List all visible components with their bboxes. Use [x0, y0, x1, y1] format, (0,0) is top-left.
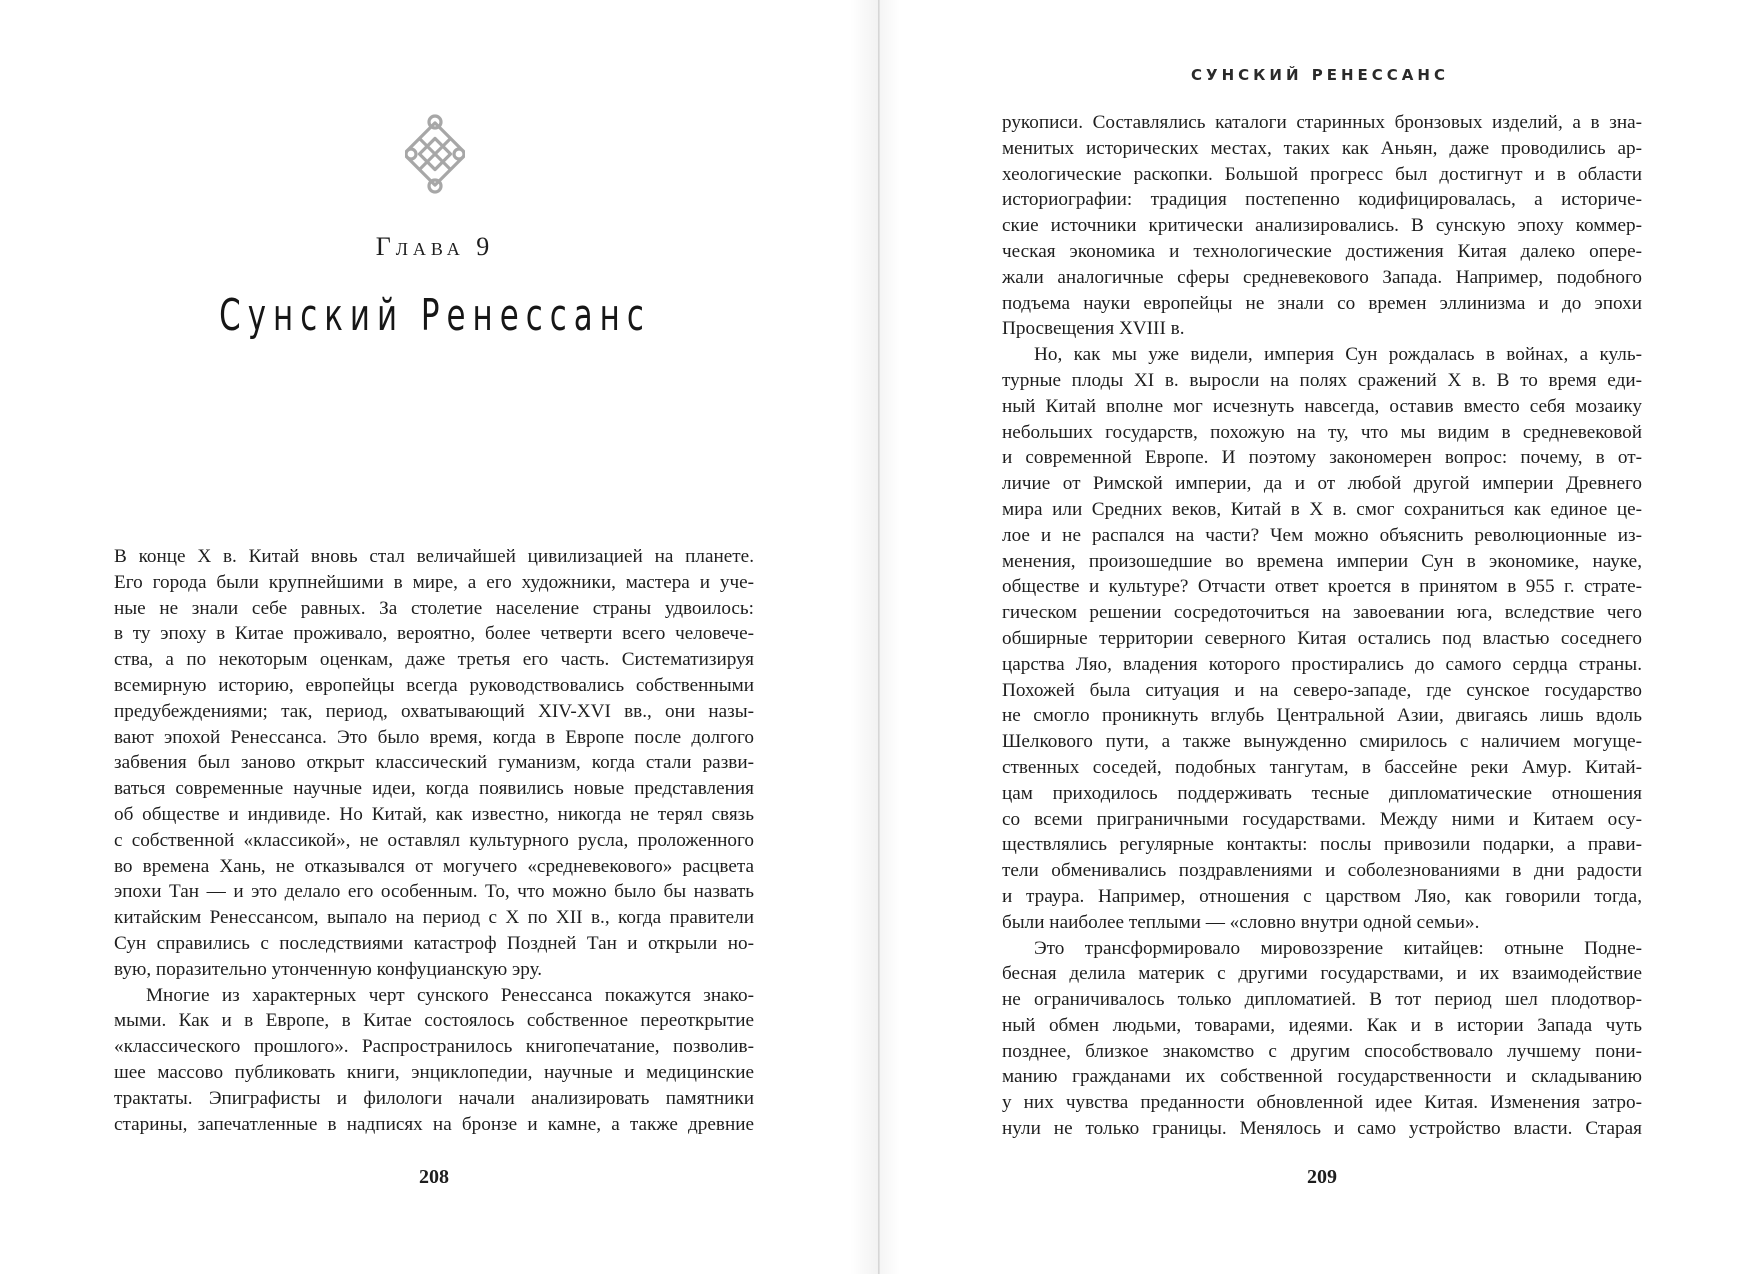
- text-line: мира или Средних веков, Китай в X в. смог сохраниться как единое це-: [1002, 498, 1642, 520]
- text-line: обществе и культуре? Отчасти ответ кроется в принятом в 955 г. страте-: [1002, 576, 1642, 598]
- gutter-shadow-left: [850, 0, 878, 1274]
- text-line: Многие из характерных черт сунского Ренессанса покажутся знако-: [146, 984, 754, 1006]
- endless-knot-icon: [405, 114, 465, 196]
- text-line: об обществе и индивиде. Но Китай, как известно, никогда не терял связь: [114, 803, 754, 825]
- text-line: небольших государств, похожую на ту, что мы видим в средневековой: [1002, 421, 1642, 443]
- text-line: вают эпохой Ренессанса. Это было время, когда в Европе после долгого: [114, 726, 754, 748]
- text-line: ческая экономика и технологические достижения Китая далеко опере-: [1002, 240, 1642, 262]
- text-line: ществлялись регулярные контакты: послы привозили подарки, а прави-: [1002, 834, 1642, 856]
- text-line: турные плоды XI в. выросли на полях сражений X в. В то время еди-: [1002, 369, 1642, 391]
- text-line: гическом решении сосредоточиться на завоевании юга, вследствие чего: [1002, 602, 1642, 624]
- text-line: царства Ляо, владения которого простирались до самого сердца страны.: [1002, 653, 1642, 675]
- text-line: у них чувства преданности обновленной идее Китая. Изменения затро-: [1002, 1092, 1642, 1114]
- text-line: не ограничивалось только дипломатией. В тот период шел плодотвор-: [1002, 989, 1642, 1011]
- text-line: ный обмен людьми, товарами, идеями. Как и в истории Запада чуть: [1002, 1014, 1642, 1036]
- text-line: цам приходилось поддерживать тесные дипломатические отношения: [1002, 782, 1642, 804]
- text-line: старины, запечатленные в надписях на бронзе и камне, а также древние: [114, 1113, 754, 1135]
- page-number-left: 208: [419, 1166, 449, 1188]
- text-line: Это трансформировало мировоззрение китайцев: отныне Подне-: [1034, 937, 1642, 959]
- text-line: мыми. Как и в Европе, в Китае состоялось собственное переоткрытие: [114, 1010, 754, 1032]
- gutter-shadow-right: [880, 0, 900, 1274]
- right-page-body-text: [1002, 110, 1642, 1142]
- text-line: Шелкового пути, а также вынужденно смирилось с наличием могуще-: [1002, 731, 1642, 753]
- text-line: Просвещения XVIII в.: [1002, 318, 1185, 340]
- text-line: ственных соседей, подобных тангутам, в бассейне реки Амур. Китай-: [1002, 756, 1642, 778]
- text-line: позднее, близкое знакомство с другим способствовало лучшему пони-: [1002, 1040, 1642, 1062]
- text-line: в ту эпоху в Китае проживало, вероятно, более четверти всего человече-: [114, 623, 754, 645]
- text-line: вую, поразительно утонченную конфуцианскую эру.: [114, 958, 543, 980]
- text-line: хеологические раскопки. Большой прогресс был достигнут и в области: [1002, 163, 1642, 185]
- text-line: Его города были крупнейшими в мире, а его художники, мастера и уче-: [114, 571, 754, 593]
- text-line: трактаты. Эпиграфисты и филологи начали анализировать памятники: [114, 1087, 754, 1109]
- text-line: манию гражданами их собственной государственности и складыванию: [1002, 1066, 1642, 1088]
- text-line: и траура. Например, отношения с царством Ляо, как говорили тогда,: [1002, 885, 1642, 907]
- text-line: предубеждениями; так, период, охватывающий XIV-XVI вв., они назы-: [114, 700, 754, 722]
- text-line: китайским Ренессансом, выпало на период с X по XII в., когда правители: [114, 907, 754, 929]
- text-line: подъема науки европейцы не знали со времен эллинизма и до эпохи: [1002, 292, 1642, 314]
- running-head: СУНСКИЙ РЕНЕССАНС: [1191, 66, 1449, 84]
- chapter-title: Сунский Ренессанс: [219, 290, 651, 341]
- text-line: рукописи. Составлялись каталоги старинных бронзовых изделий, а в зна-: [1002, 112, 1642, 133]
- text-line: ный Китай вполне мог исчезнуть навсегда, оставив вместо себя мозаику: [1002, 395, 1642, 417]
- text-line: во времена Хань, не отказывался от могучего «средневекового» расцвета: [114, 855, 754, 877]
- text-line: всемирную историю, европейцы всегда руководствовались собственными: [114, 674, 754, 696]
- text-line: ства, а по некоторым оценкам, даже третья его часть. Систематизируя: [114, 649, 754, 671]
- text-line: ские источники критически анализировались. В сунскую эпоху коммер-: [1002, 215, 1642, 237]
- text-line: со всеми приграничными государствами. Между ними и Китаем осу-: [1002, 808, 1642, 830]
- page-number-right: 209: [1307, 1166, 1337, 1188]
- text-line: и современной Европе. И поэтому закономерен вопрос: почему, в от-: [1002, 447, 1642, 469]
- text-line: Сун справились с последствиями катастроф Поздней Тан и открыли но-: [114, 932, 754, 954]
- text-line: были наиболее теплыми — «словно внутри одной семьи».: [1002, 911, 1480, 933]
- text-line: тели обменивались поздравлениями и соболезнованиями в дни радости: [1002, 860, 1642, 882]
- text-line: не смогло проникнуть вглубь Центральной Азии, двигаясь лишь вдоль: [1002, 705, 1642, 727]
- text-line: личие от Римской империи, да и от любой другой империи Древнего: [1002, 473, 1642, 495]
- text-line: забвения был заново открыт классический гуманизм, когда стали разви-: [114, 752, 754, 774]
- text-line: В конце X в. Китай вновь стал величайшей цивилизацией на планете.: [114, 546, 754, 567]
- text-line: ные не знали себе равных. За столетие население страны удвоилось:: [114, 597, 754, 619]
- text-line: менитых исторических местах, таких как Аньян, даже проводились ар-: [1002, 137, 1642, 159]
- text-line: менения, произошедшие во времена империи Сун в экономике, науке,: [1002, 550, 1642, 572]
- text-line: шее массово публиковать книги, энциклопедии, научные и медицинские: [114, 1061, 754, 1083]
- text-line: нули не только границы. Менялось и само устройство власти. Старая: [1002, 1118, 1642, 1140]
- text-line: с собственной «классикой», не оставлял культурного русла, проложенного: [114, 829, 754, 851]
- text-line: жали аналогичные сферы средневекового Запада. Например, подобного: [1002, 266, 1642, 288]
- text-line: обширные территории северного Китая остались под властью соседнего: [1002, 627, 1642, 649]
- text-line: ваться современные научные идеи, когда появились новые представления: [114, 778, 754, 800]
- text-line: историографии: традиция постепенно кодифицировалась, а историче-: [1002, 189, 1642, 211]
- left-page-body-text: [114, 544, 754, 1137]
- text-line: Но, как мы уже видели, империя Сун рождалась в войнах, а куль-: [1034, 344, 1642, 366]
- text-line: бесная делила материк с другими государствами, и их взаимодействие: [1002, 963, 1642, 985]
- text-line: эпохи Тан — и это делало его особенным. То, что можно было бы назвать: [114, 881, 754, 903]
- text-line: «классического прошлого». Распространилось книгопечатание, позволив-: [114, 1036, 754, 1058]
- text-line: лое и не распался на части? Чем можно объяснить революционные из-: [1002, 524, 1642, 546]
- text-line: Похожей была ситуация и на северо-западе, где сунское государство: [1002, 679, 1642, 701]
- chapter-number: Глава 9: [375, 232, 495, 261]
